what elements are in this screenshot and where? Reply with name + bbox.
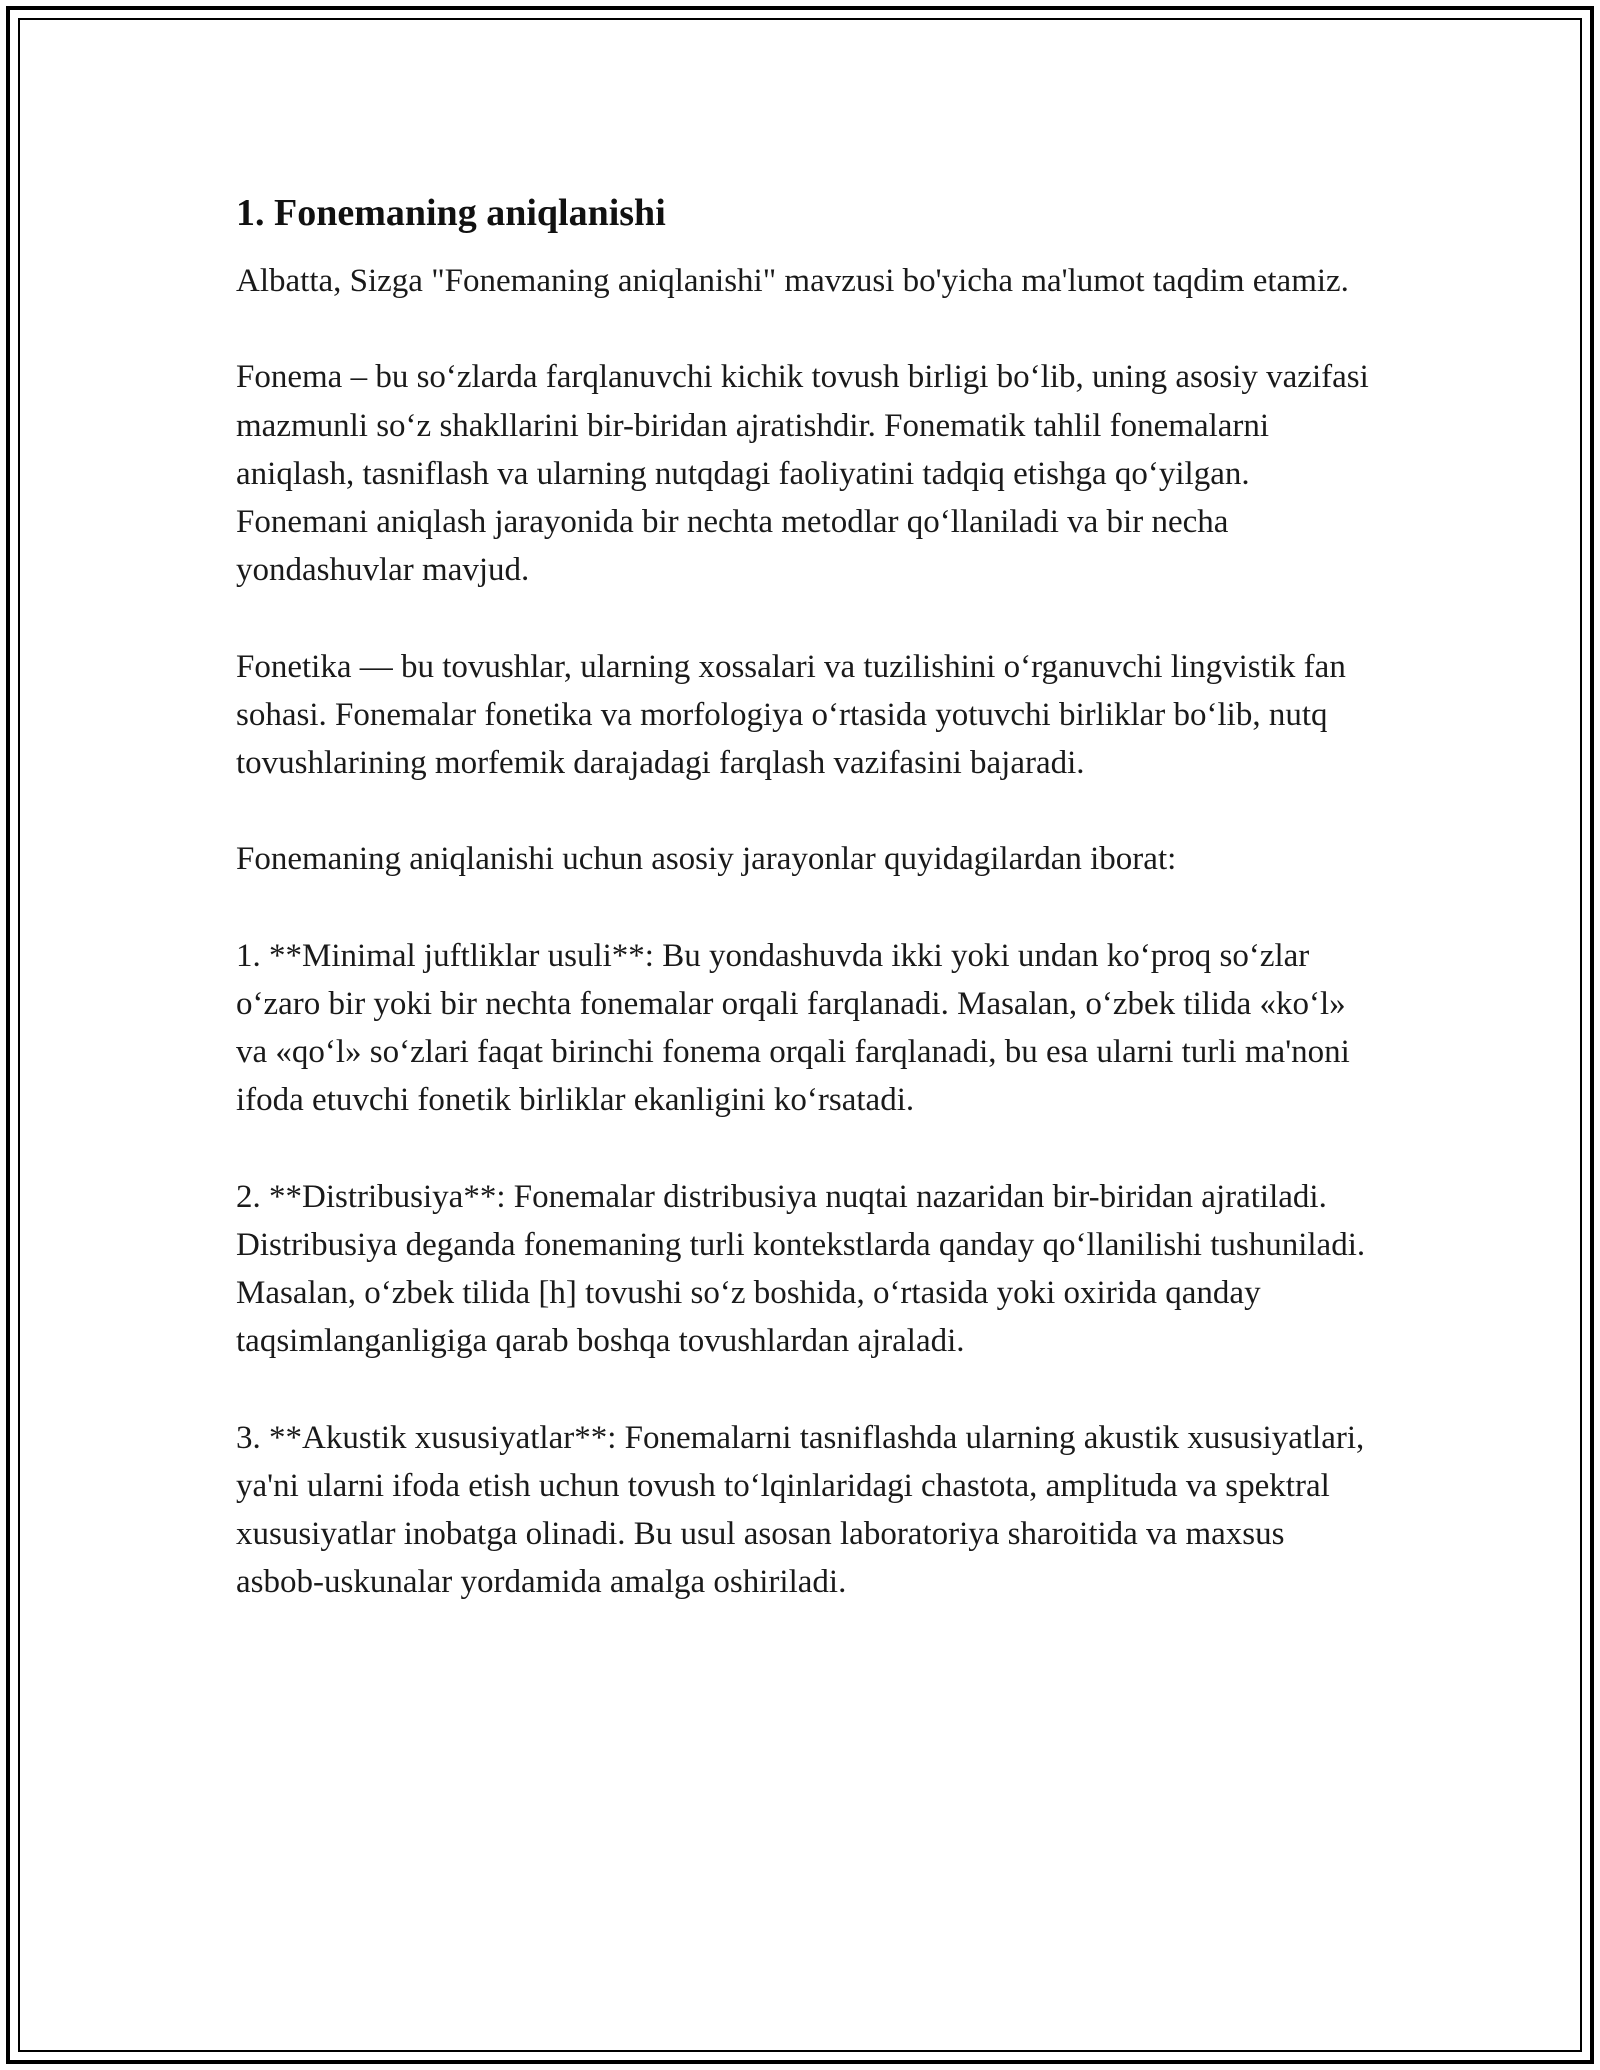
list-item-minimal-pairs: 1. **Minimal juftliklar usuli**: Bu yondashuvda ikki yoki undan ko‘proq so‘zlar o‘zaro bir yoki bir nechta fonemalar orqali farqlanadi. Masalan, o‘zbek tilida «ko‘l» va «qo‘l» so‘zlari faqat birinchi fonema orqali farqlanadi, bu esa ularni turli ma'noni ifoda etuvchi fonetik birliklar ekanligini ko‘rsatadi.	[236, 937, 1350, 1119]
list-item-acoustic-features: 3. **Akustik xususiyatlar**: Fonemalarni tasniflashda ularning akustik xususiyatlari, ya'ni ularni ifoda etish uchun tovush to‘lqinlaridagi chastota, amplituda va spektral xususiyatlar inobatga olinadi. Bu usul asosan laboratoriya sharoitida va maxsus asbob-uskunalar yordamida amalga oshiriladi.	[236, 1419, 1365, 1601]
section-title: 1. Fonemaning aniqlanishi	[236, 192, 666, 234]
paragraph-process-intro: Fonemaning aniqlanishi uchun asosiy jarayonlar quyidagilardan iborat:	[236, 841, 1177, 878]
list-item-distribution: 2. **Distribusiya**: Fonemalar distribusiya nuqtai nazaridan bir-biridan ajratiladi. Distribusiya deganda fonemaning turli kontekstlarda qanday qo‘llanilishi tushuniladi. Masalan, o‘zbek tilida [h] tovushi so‘z boshida, o‘rtasida yoki oxirida qanday taqsimlanganligiga qarab boshqa tovushlardan ajraladi.	[236, 1178, 1366, 1360]
paragraph-fonema-definition: Fonema – bu so‘zlarda farqlanuvchi kichik tovush birligi bo‘lib, uning asosiy vazifasi mazmunli so‘z shakllarini bir-biridan ajratishdir. Fonematik tahlil fonemalarni aniqlash, tasniflash va ularning nutqdagi faoliyatini tadqiq etishga qo‘yilgan. Fonemani aniqlash jarayonida bir nechta metodlar qo‘llaniladi va bir necha yondashuvlar mavjud.	[236, 359, 1369, 589]
paragraph-fonetika-definition: Fonetika — bu tovushlar, ularning xossalari va tuzilishini o‘rganuvchi lingvistik fan sohasi. Fonemalar fonetika va morfologiya o‘rtasida yotuvchi birliklar bo‘lib, nutq tovushlarining morfemik darajadagi farqlash vazifasini bajaradi.	[236, 648, 1346, 781]
document-body	[236, 183, 1371, 1655]
paragraph-intro: Albatta, Sizga "Fonemaning aniqlanishi" mavzusi bo'yicha ma'lumot taqdim etamiz.	[236, 263, 1349, 299]
